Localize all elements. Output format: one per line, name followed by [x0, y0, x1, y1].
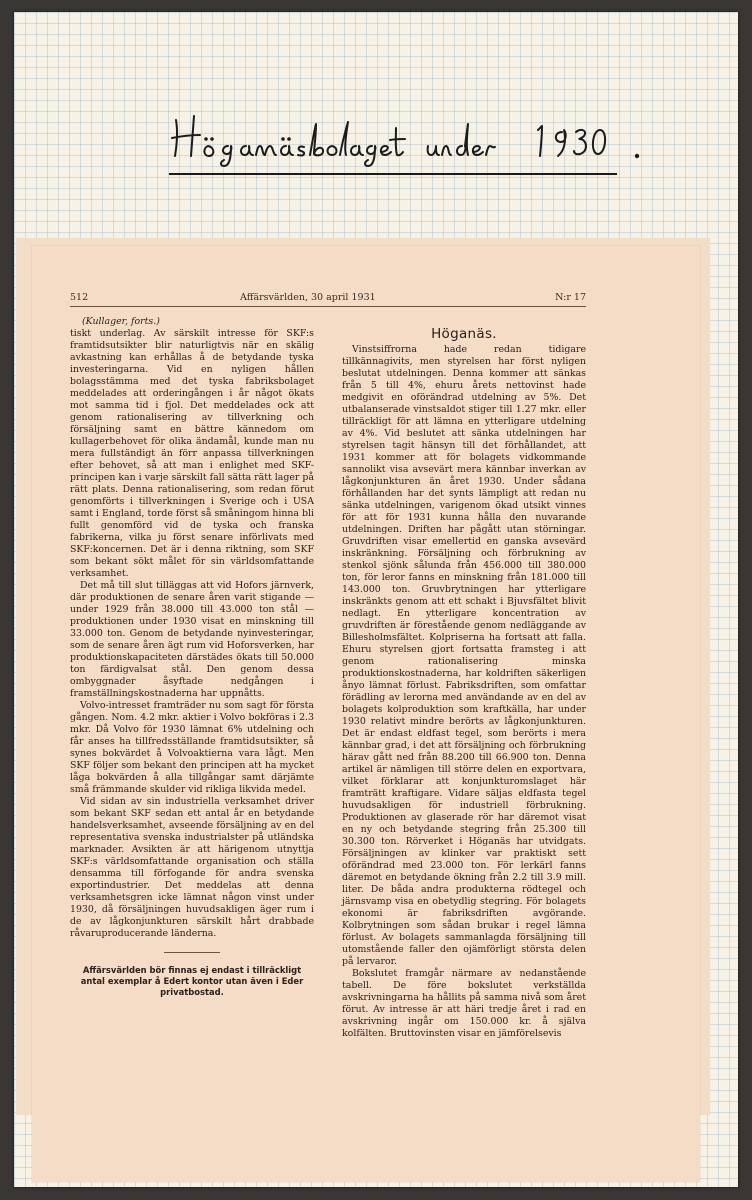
header-rule: [70, 306, 586, 307]
handwritten-title: [170, 108, 650, 168]
column-rule: [164, 952, 220, 953]
publication-date: Affärsvärlden, 30 april 1931: [240, 292, 376, 303]
article-paragraph: Det må till slut tilläggas att vid Hofors järnverk, där produktionen de senare åren varit stigande — under 1929 från 38.000 till 43.000 ton stål — produktionen under 1930 visat en minskning till 33.000 ton. Genom de betydande nyinvesteringar, som de senare åren ägt rum vid Hoforsverken, har produktionskapaciteten därstädes ökats till 50.000 ton färdigvalsat stål. Den genom dessa ombyggnader åsyftade nedgången i framställningskostnaderna har uppnåtts.: [70, 580, 314, 699]
continuation-label: (Kullager, forts.): [82, 316, 160, 327]
section-heading: Höganäs.: [431, 326, 497, 342]
article-paragraph: Vinstsiffrorna hade redan tidigare tillkännagivits, men styrelsen har först nyligen beslutat utdelningen. Denna kommer att sänkas från 5 till 4%, ehuru årets nettovinst hade medgivit en oförändrad utdelning av 5%. Det utbalanserade vinstsaldot stiger till 1.27 mkr. eller tillräckligt för att lämna en ytterligare utdelning av 4%. Vid beslutet att sänka utdelningen har styrelsen tagit hänsyn till det förhållandet, att 1931 kommer att för bolagets vidkommande sannolikt visa avsevärt mera kännbar inverkan av lågkonjunkturen än året 1930. Under sådana förhållanden har det synts lämpligt att redan nu sänka utdelningen, varigenom ökad utsikt vinnes för att för 1931 kunna hålla den nuvarande utdelningen. Driften har pågått utan störningar. Gruvdriften visar emellertid en ganska avsevärd inskränkning. Försäljning och förbrukning av stenkol sjönk sålunda från 456.000 till 380.000 ton, för leror fanns en minskning från 181.000 till 143.000 ton. Gruvbrytningen har ytterligare inskränkts genom att ett schakt i Bjuvsfältet blivit nedlagt. En ytterligare koncentration av gruvdriften är förestående genom nedläggande av Billesholmsfältet. Kolpriserna ha fortsatt att falla. Ehuru styrelsen gjort fortsatta framsteg i att genom rationalisering minska produktionskostnaderna, har koldriften säkerligen ånyo lämnat förlust. Fabriksdriften, som omfattar förädling av lerorna med användande av en del av bolagets kolproduktion som kraftkälla, har under 1930 relativt mindre berörts av lågkonjunkturen. Det är endast eldfast tegel, som berörts i mera kännbar grad, i det att försäljning och förbrukning härav gått ned från 88.200 till 66.900 ton. Denna artikel är nämligen till större delen en exportvara, vilket förklarar att konjunkturomslaget här framträtt kraftigare. Vidare säljas eldfasta tegel huvudsakligen för industriell förbrukning. Produktionen av glaserade rör har däremot visat en ny och betydande stegring från 25.300 till 30.300 ton. Rörverket i Höganäs har utvidgats. Försäljningen av klinker var praktiskt sett oförändrad med 23.000 ton. För lerkärl fanns däremot en betydande ökning från 2.2 till 3.9 mill. liter. De båda andra produkterna rödtegel och järnsvamp visa en obetydlig stegring. För bolagets ekonomi är fabriksdriften avgörande. Kolbrytningen som sådan brukar i regel lämna förlust. Av bolagets sammanlagda försäljning till utomstående faller den ojämförligt största delen på lervaror.: [342, 344, 586, 967]
left-column: [70, 316, 314, 998]
article-paragraph: Vid sidan av sin industriella verksamhet driver som bekant SKF sedan ett antal år en betydande handelsverksamhet, avseende försäljning av en del representativa svenska industrialster på utländska marknader. Avsikten är att härigenom utnyttja SKF:s världsomfattande organisation och ställa densamma till förfogande för andra svenska exportindustrier. Det meddelas att denna verksamhetsgren icke lämnat någon vinst under 1930, då försäljningen huvudsakligen äger rum i de av lågkonjunkturen särskilt hårt drabbade råvaruproducerande länderna.: [70, 796, 314, 939]
subscription-notice: Affärsvärlden bör finnas ej endast i tillräckligt antal exemplar å Edert kontor utan även i Eder privatbostad.: [80, 965, 304, 997]
article-paragraph: tiskt underlag. Av särskilt intresse för SKF:s framtidsutsikter blir naturligtvis när en skälig avkastning kan erhållas å de betydande tyska investeringarna. Vid en nyligen hållen bolagsstämma med det tyska fabriksbolaget meddelades att orderingången i år något ökats mot samma tid i fjol. Det meddelades ock att genom rationalisering av tillverkning och försäljning samt en bättre kännedom om kullagerbehovet för olika ändamål, kunde man nu mera fullständigt än förr anpassa tillverkningen efter behovet, så att man i enlighet med SKF-principen kan i varje särskilt fall sätta rätt lager på rätt plats. Denna rationalisering, som redan förut genomförts i tillverkningen i Sverige och i USA samt i England, torde först så småningom hinna bli fullt genomförd vid de tyska och franska fabrikerna, vilka ju först senare införlivats med SKF:koncernen. Det är i denna riktning, som SKF som bekant sökt målet för sin världsomfattande verksamhet.: [70, 328, 315, 579]
article-paragraph: Bokslutet framgår närmare av nedanstående tabell. De före bokslutet verkställda avskrivningarna ha hållits på samma nivå som året förut. Av intresse är att häri tredje året i rad en avskrivning ingår om 150.000 kr. å själva kolfälten. Bruttovinsten visar en jämförelsevis: [342, 968, 586, 1039]
right-column: [342, 316, 586, 1040]
issue-number: N:r 17: [555, 292, 586, 303]
article-paragraph: Volvo-intresset framträder nu som sagt för första gången. Nom. 4.2 mkr. aktier i Volvo bokföras i 2.3 mkr. Då Volvo för 1930 lämnat 6% utdelning och får anses ha tillfredsställande framtidsutsikter, så synes bokvärdet å Volvoaktierna vara lågt. Men SKF följer som bekant den principen att ha mycket låga bokvärden å alla tillgångar samt därjämte små främmande skulder vid rikliga likvida medel.: [70, 700, 314, 795]
title-underline: [169, 173, 617, 175]
page-number: 512: [70, 292, 89, 303]
